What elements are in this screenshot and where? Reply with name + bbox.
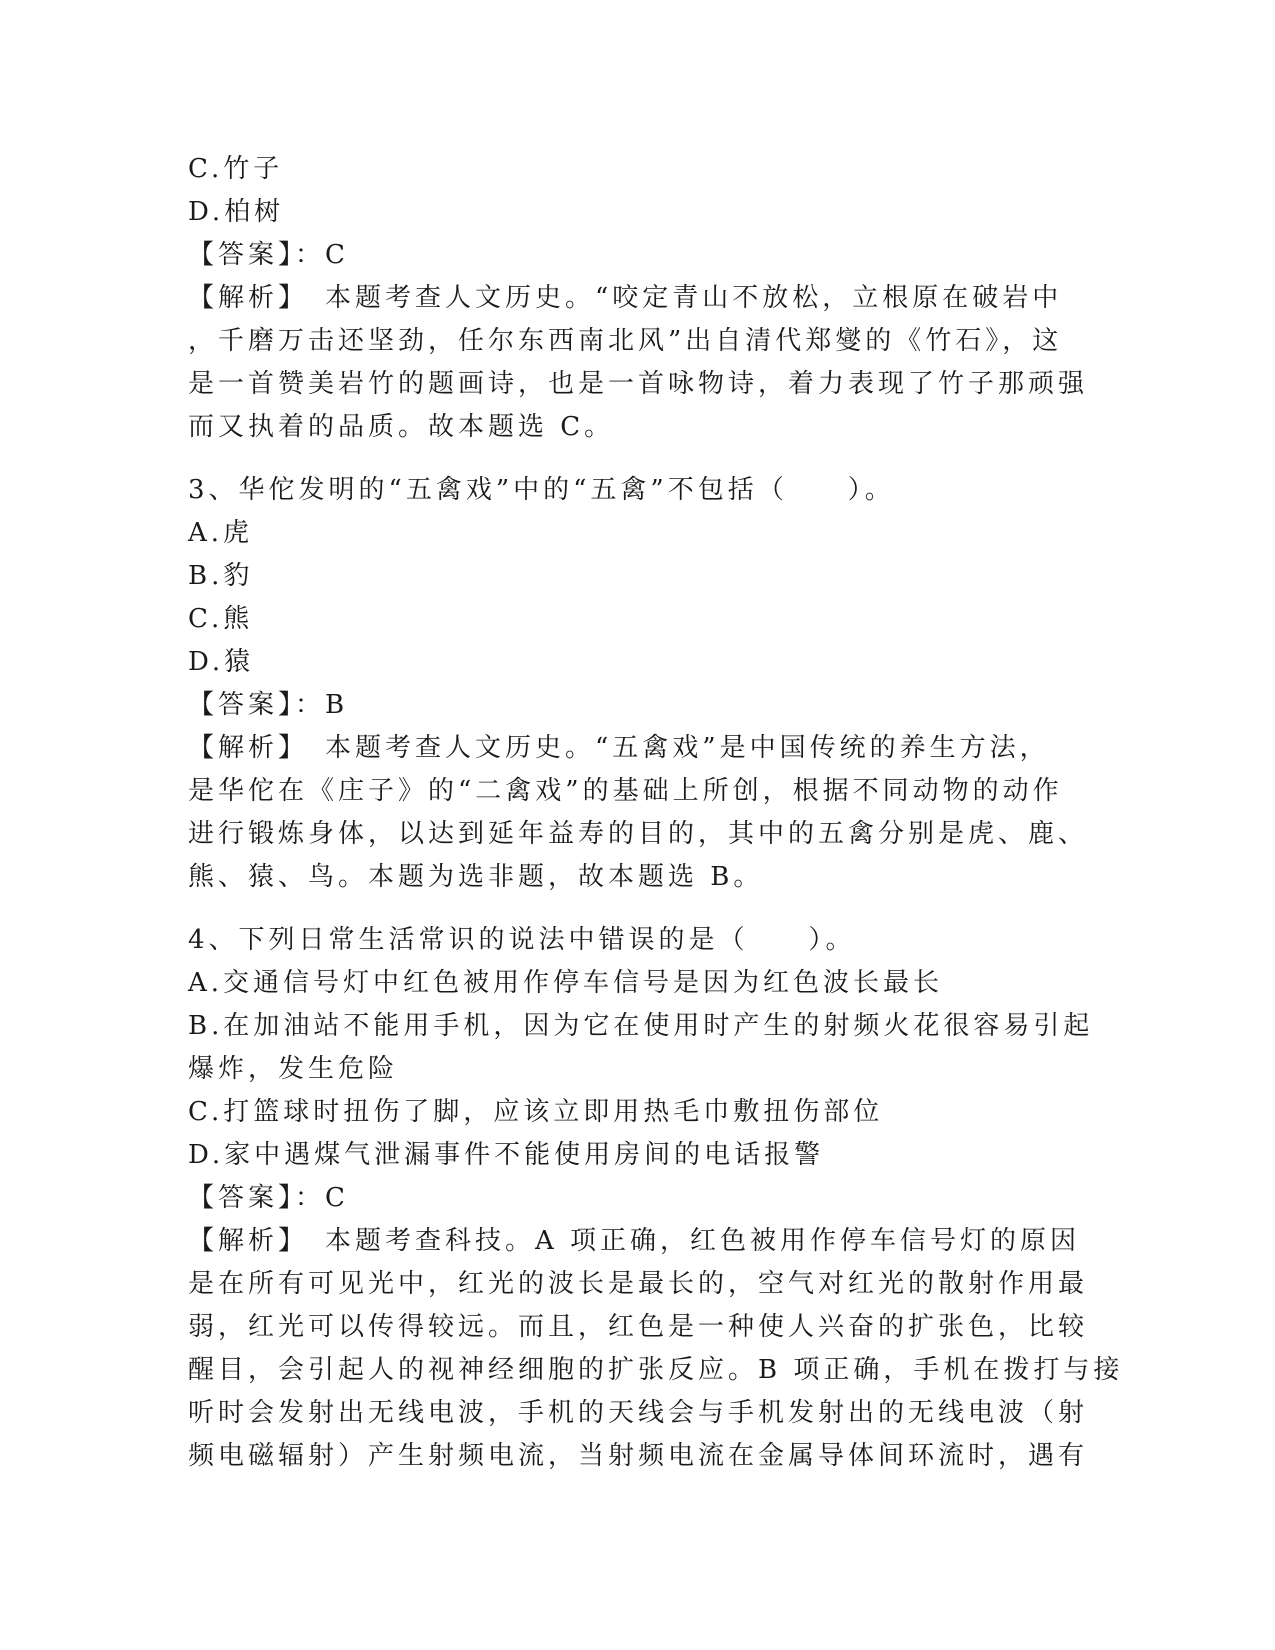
question-4	[188, 919, 1124, 1478]
question-text: 4、下列日常生活常识的说法中错误的是（ ）。	[188, 925, 856, 955]
question-text: 3、华佗发明的“五禽戏”中的“五禽”不包括（ ）。	[188, 475, 895, 505]
explanation-line: 醒目，会引起人的视神经细胞的扩张反应。B 项正确，手机在拨打与接	[188, 1355, 1124, 1385]
explanation	[188, 727, 1089, 899]
question-2-continued	[188, 148, 1089, 449]
explanation-line: 【解析】 本题考查科技。A 项正确，红色被用作停车信号灯的原因	[188, 1226, 1081, 1256]
explanation	[188, 277, 1089, 449]
explanation-line: ，千磨万击还坚劲，任尔东西南北风”出自清代郑燮的《竹石》，这	[188, 326, 1063, 356]
option-b: B.豹	[188, 561, 254, 591]
explanation	[188, 1220, 1124, 1478]
option-d: D.柏树	[188, 197, 285, 227]
answer: 【答案】：C	[188, 1183, 349, 1213]
document-page	[188, 148, 1124, 1478]
answer: 【答案】：C	[188, 240, 349, 270]
explanation-line: 【解析】 本题考查人文历史。“五禽戏”是中国传统的养生方法，	[188, 733, 1050, 763]
question-3	[188, 469, 1089, 899]
explanation-line: 【解析】 本题考查人文历史。“咬定青山不放松，立根原在破岩中	[188, 283, 1063, 313]
option-b-line: B.在加油站不能用手机，因为它在使用时产生的射频火花很容易引起	[188, 1011, 1094, 1041]
explanation-line: 是华佗在《庄子》的“二禽戏”的基础上所创，根据不同动物的动作	[188, 776, 1063, 806]
option-d: D.猿	[188, 647, 255, 677]
explanation-line: 听时会发射出无线电波，手机的天线会与手机发射出的无线电波（射	[188, 1398, 1089, 1428]
option-b-line: 爆炸，发生危险	[188, 1054, 399, 1084]
explanation-line: 是一首赞美岩竹的题画诗，也是一首咏物诗，着力表现了竹子那顽强	[188, 369, 1089, 399]
spacer	[188, 899, 1068, 919]
option-c: C.熊	[188, 604, 254, 634]
explanation-line: 弱，红光可以传得较远。而且，红色是一种使人兴奋的扩张色，比较	[188, 1312, 1089, 1342]
option-d: D.家中遇煤气泄漏事件不能使用房间的电话报警	[188, 1140, 825, 1170]
option-b	[188, 1005, 1094, 1091]
explanation-line: 频电磁辐射）产生射频电流，当射频电流在金属导体间环流时，遇有	[188, 1441, 1089, 1471]
answer: 【答案】：B	[188, 690, 349, 720]
option-a: A.交通信号灯中红色被用作停车信号是因为红色波长最长	[188, 968, 944, 998]
option-a: A.虎	[188, 518, 254, 548]
explanation-line: 进行锻炼身体，以达到延年益寿的目的，其中的五禽分别是虎、鹿、	[188, 819, 1089, 849]
explanation-line: 熊、猿、鸟。本题为选非题，故本题选 B。	[188, 862, 764, 892]
option-c: C.竹子	[188, 154, 284, 184]
explanation-line: 是在所有可见光中，红光的波长是最长的，空气对红光的散射作用最	[188, 1269, 1089, 1299]
explanation-line: 而又执着的品质。故本题选 C。	[188, 412, 615, 442]
option-c: C.打篮球时扭伤了脚，应该立即用热毛巾敷扭伤部位	[188, 1097, 884, 1127]
spacer	[188, 449, 1068, 469]
